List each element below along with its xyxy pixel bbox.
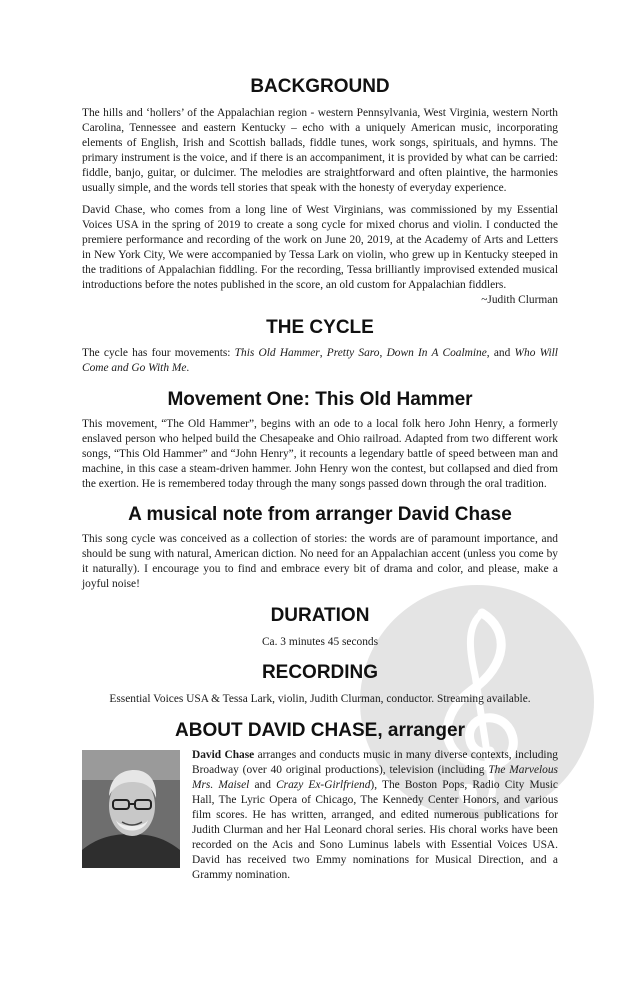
cycle-separator-3: , and [486, 347, 515, 359]
cycle-intro: The cycle has four movements: [82, 347, 235, 359]
cycle-separator-2: , [379, 347, 387, 359]
cycle-paragraph [82, 346, 558, 376]
musical-note-paragraph: This song cycle was conceived as a collection of stories: the words are of paramount importance, and should be sung with natural, American diction. No need for an Appalachian accent (unless you come by it naturally). I encourage you to find and embrace every bit of drama and color, and please, make a joyful noise! [82, 533, 558, 590]
author-name: David Chase [192, 749, 255, 761]
cycle-separator-1: , [319, 347, 327, 359]
content-column [82, 76, 558, 883]
show-title-2: Crazy Ex-Girlfriend [276, 779, 371, 791]
duration-heading: DURATION [270, 605, 370, 626]
background-heading: BACKGROUND [250, 76, 390, 97]
about-text-2: and [249, 779, 277, 791]
movement-one-paragraph: This movement, “The Old Hammer”, begins with an ode to a local folk hero John Henry, a formerly enslaved person who helped build the Chesapeake and Ohio railroad. Adapted from two different work songs, “This Old Hammer” and “John Henry”, it recounts a legendary battle of speed between man and machine, in this case a steam-driven hammer. John Henry won the contest, but collapsed and died from the exertion. He is remembered today through the many songs passed down through the oral tradition. [82, 418, 558, 490]
about-section [82, 748, 558, 883]
musical-note-heading: A musical note from arranger David Chase [128, 504, 512, 525]
recording-heading: RECORDING [261, 662, 379, 683]
about-heading: ABOUT DAVID CHASE, arranger [175, 720, 465, 741]
cycle-end: . [186, 362, 190, 374]
recording-text: Essential Voices USA & Tessa Lark, violin, Judith Clurman, conductor. Streaming available. [109, 693, 531, 705]
about-text-1: arranges and conducts music in many diverse contexts, including Broadway (over 40 original productions), television (including [192, 749, 558, 776]
movement-title-3: Down In A Coalmine [386, 347, 487, 359]
author-portrait [82, 750, 180, 868]
movement-one-heading: Movement One: This Old Hammer [167, 389, 473, 410]
background-paragraph-1: The hills and ‘hollers’ of the Appalachian region - western Pennsylvania, West Virginia, western North Carolina, Tennessee and eastern Kentucky – echo with a uniquely American music, incorporating elements of English, Irish and Scottish ballads, fiddle tunes, work songs, spirituals, and hymns. The primary instrument is the voice, and if there is an accompaniment, it is provided by what can be carried: fiddle, banjo, guitar, or dulcimer. The melodies are straightforward and often plaintive, the harmonies usually simple, and the words tell stories that speak with the honesty of everyday experience. [82, 107, 558, 194]
signature: ~Judith Clurman [481, 294, 558, 306]
background-paragraph-2: David Chase, who comes from a long line of West Virginians, was commissioned by my Essential Voices USA in the spring of 2019 to create a song cycle for mixed chorus and violin. I conducted the premiere performance and recording of the work on June 20, 2019, at the Academy of Arts and Letters in New York City, We were accompanied by Tessa Lark on violin, who grew up in Kentucky steeped in the traditions of Appalachian fiddling. For the recording, Tessa brilliantly improvised extended musical introductions before the notes published in the score, an old custom for Appalachian fiddlers. [82, 204, 558, 291]
movement-title-4: Who Will Come and Go With Me [82, 347, 558, 374]
show-title-1: The Marvelous Mrs. Maisel [192, 764, 558, 791]
cycle-heading: THE CYCLE [266, 317, 374, 338]
movement-title-1: This Old Hammer [234, 347, 320, 359]
about-text-3: ), The Boston Pops, Radio City Music Hall, The Lyric Opera of Chicago, The Kennedy Center Honors, and various film scores. He has written, arranged, and edited numerous publications for Judith Clurman and her Hal Leonard choral series. His choral works have been recorded on the Acis and Sono Luminus labels with Essential Voices USA. David has received two Emmy nominations for Musical Direction, and a Grammy nomination. [192, 779, 558, 881]
about-paragraph [192, 748, 558, 883]
duration-text: Ca. 3 minutes 45 seconds [261, 636, 379, 648]
movement-title-2: Pretty Saro [326, 347, 380, 359]
